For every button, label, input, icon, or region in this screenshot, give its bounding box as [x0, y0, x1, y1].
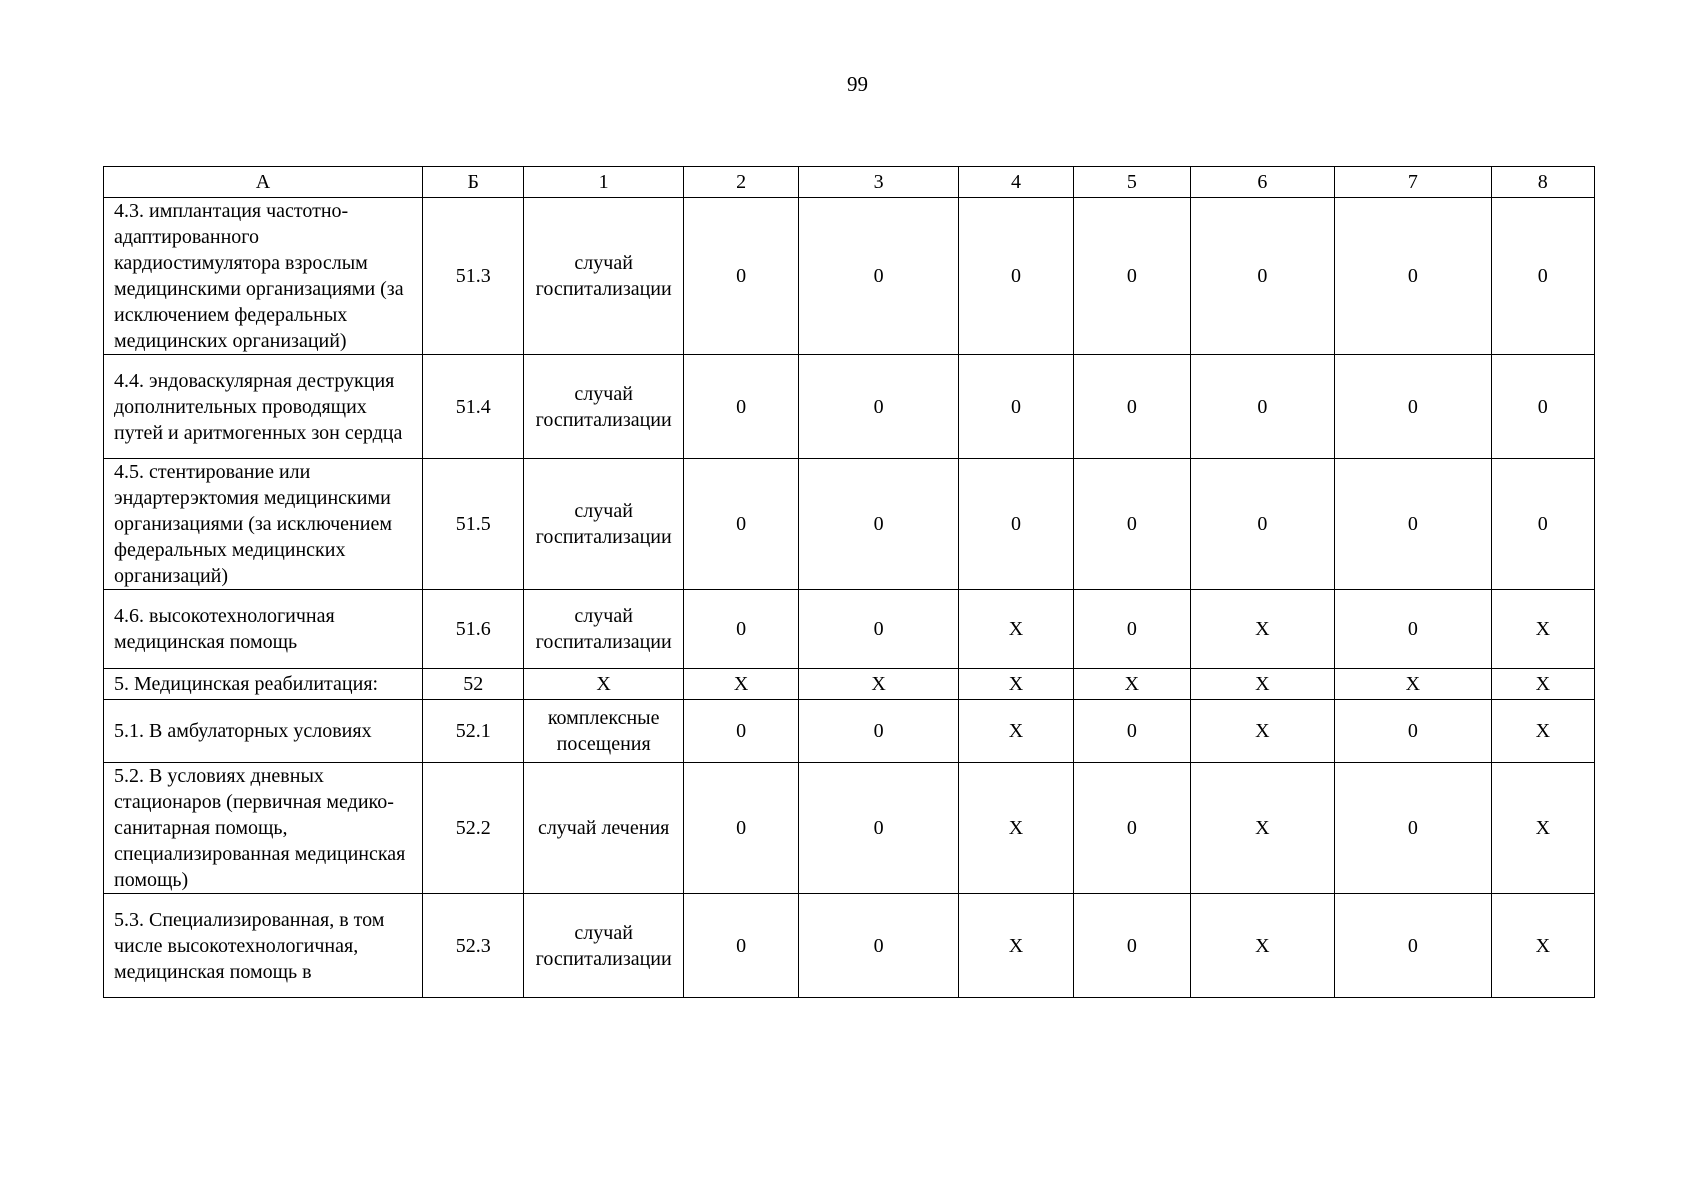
value-cell: 0 — [799, 590, 959, 669]
value-cell: X — [1190, 669, 1334, 700]
value-cell: 0 — [958, 198, 1073, 355]
value-cell: 0 — [1190, 198, 1334, 355]
value-cell: X — [958, 763, 1073, 894]
table-row — [104, 459, 1595, 590]
table-row — [104, 894, 1595, 998]
value-cell: 0 — [799, 198, 959, 355]
row-name-cell: 4.5. стентирование или эндартерэктомия медицинскими организациями (за исключением федеральных медицинских организаций) — [104, 459, 423, 590]
table-header-row — [104, 167, 1595, 198]
value-cell: 0 — [1335, 700, 1492, 763]
row-unit-cell: случай госпитализации — [524, 894, 684, 998]
value-cell: 0 — [683, 763, 798, 894]
value-cell: 0 — [799, 894, 959, 998]
value-cell: 0 — [1335, 763, 1492, 894]
row-name-cell: 5. Медицинская реабилитация: — [104, 669, 423, 700]
value-cell: X — [1491, 763, 1594, 894]
row-unit-cell: X — [524, 669, 684, 700]
value-cell: 0 — [1335, 459, 1492, 590]
value-cell: 0 — [1074, 355, 1190, 459]
value-cell: 0 — [958, 459, 1073, 590]
value-cell: 0 — [1074, 590, 1190, 669]
value-cell: 0 — [683, 700, 798, 763]
row-unit-cell: случай госпитализации — [524, 590, 684, 669]
column-header: 1 — [524, 167, 684, 198]
value-cell: 0 — [683, 459, 798, 590]
row-name-cell: 5.2. В условиях дневных стационаров (первичная медико-санитарная помощь, специализированная медицинская помощь) — [104, 763, 423, 894]
value-cell: 0 — [1335, 355, 1492, 459]
row-unit-cell: случай госпитализации — [524, 459, 684, 590]
row-name-cell: 4.3. имплантация частотно-адаптированного кардиостимулятора взрослым медицинскими организациями (за исключением федеральных медицинских организаций) — [104, 198, 423, 355]
row-name-cell: 5.3. Специализированная, в том числе высокотехнологичная, медицинская помощь в — [104, 894, 423, 998]
value-cell: X — [958, 590, 1073, 669]
row-code-cell: 52.3 — [423, 894, 524, 998]
table-row — [104, 700, 1595, 763]
value-cell: X — [1491, 894, 1594, 998]
column-header: А — [104, 167, 423, 198]
column-header: 7 — [1335, 167, 1492, 198]
column-header: 2 — [683, 167, 798, 198]
value-cell: X — [1190, 590, 1334, 669]
value-cell: 0 — [799, 355, 959, 459]
row-code-cell: 52.2 — [423, 763, 524, 894]
row-name-cell: 4.4. эндоваскулярная деструкция дополнительных проводящих путей и аритмогенных зон сердца — [104, 355, 423, 459]
column-header: 6 — [1190, 167, 1334, 198]
value-cell: X — [683, 669, 798, 700]
value-cell: 0 — [1074, 459, 1190, 590]
value-cell: 0 — [1074, 894, 1190, 998]
row-code-cell: 51.4 — [423, 355, 524, 459]
value-cell: X — [1491, 590, 1594, 669]
value-cell: 0 — [683, 894, 798, 998]
row-unit-cell: случай лечения — [524, 763, 684, 894]
row-name-cell: 4.6. высокотехнологичная медицинская помощь — [104, 590, 423, 669]
data-table — [103, 166, 1595, 998]
value-cell: X — [1190, 894, 1334, 998]
value-cell: 0 — [799, 700, 959, 763]
value-cell: 0 — [683, 590, 798, 669]
table-row — [104, 198, 1595, 355]
value-cell: X — [1190, 700, 1334, 763]
value-cell: X — [1335, 669, 1492, 700]
row-unit-cell: комплексные посещения — [524, 700, 684, 763]
value-cell: 0 — [1074, 700, 1190, 763]
value-cell: 0 — [1190, 459, 1334, 590]
table-row — [104, 763, 1595, 894]
value-cell: 0 — [958, 355, 1073, 459]
row-code-cell: 52.1 — [423, 700, 524, 763]
value-cell: X — [1190, 763, 1334, 894]
value-cell: X — [1491, 700, 1594, 763]
value-cell: 0 — [1074, 763, 1190, 894]
value-cell: 0 — [1491, 459, 1594, 590]
column-header: 4 — [958, 167, 1073, 198]
value-cell: 0 — [1491, 355, 1594, 459]
row-code-cell: 51.3 — [423, 198, 524, 355]
value-cell: X — [958, 700, 1073, 763]
value-cell: 0 — [1190, 355, 1334, 459]
column-header: 8 — [1491, 167, 1594, 198]
row-name-cell: 5.1. В амбулаторных условиях — [104, 700, 423, 763]
page-number: 99 — [847, 72, 868, 96]
value-cell: 0 — [799, 459, 959, 590]
value-cell: 0 — [1335, 894, 1492, 998]
table-row — [104, 669, 1595, 700]
row-unit-cell: случай госпитализации — [524, 355, 684, 459]
table-row — [104, 590, 1595, 669]
column-header: 5 — [1074, 167, 1190, 198]
value-cell: 0 — [1335, 198, 1492, 355]
value-cell: 0 — [799, 763, 959, 894]
value-cell: 0 — [1491, 198, 1594, 355]
value-cell: 0 — [1074, 198, 1190, 355]
table-row — [104, 355, 1595, 459]
value-cell: 0 — [1335, 590, 1492, 669]
value-cell: X — [958, 669, 1073, 700]
column-header: 3 — [799, 167, 959, 198]
value-cell: X — [958, 894, 1073, 998]
value-cell: X — [799, 669, 959, 700]
value-cell: 0 — [683, 198, 798, 355]
row-unit-cell: случай госпитализации — [524, 198, 684, 355]
value-cell: 0 — [683, 355, 798, 459]
row-code-cell: 51.5 — [423, 459, 524, 590]
value-cell: X — [1491, 669, 1594, 700]
column-header: Б — [423, 167, 524, 198]
row-code-cell: 51.6 — [423, 590, 524, 669]
row-code-cell: 52 — [423, 669, 524, 700]
value-cell: X — [1074, 669, 1190, 700]
